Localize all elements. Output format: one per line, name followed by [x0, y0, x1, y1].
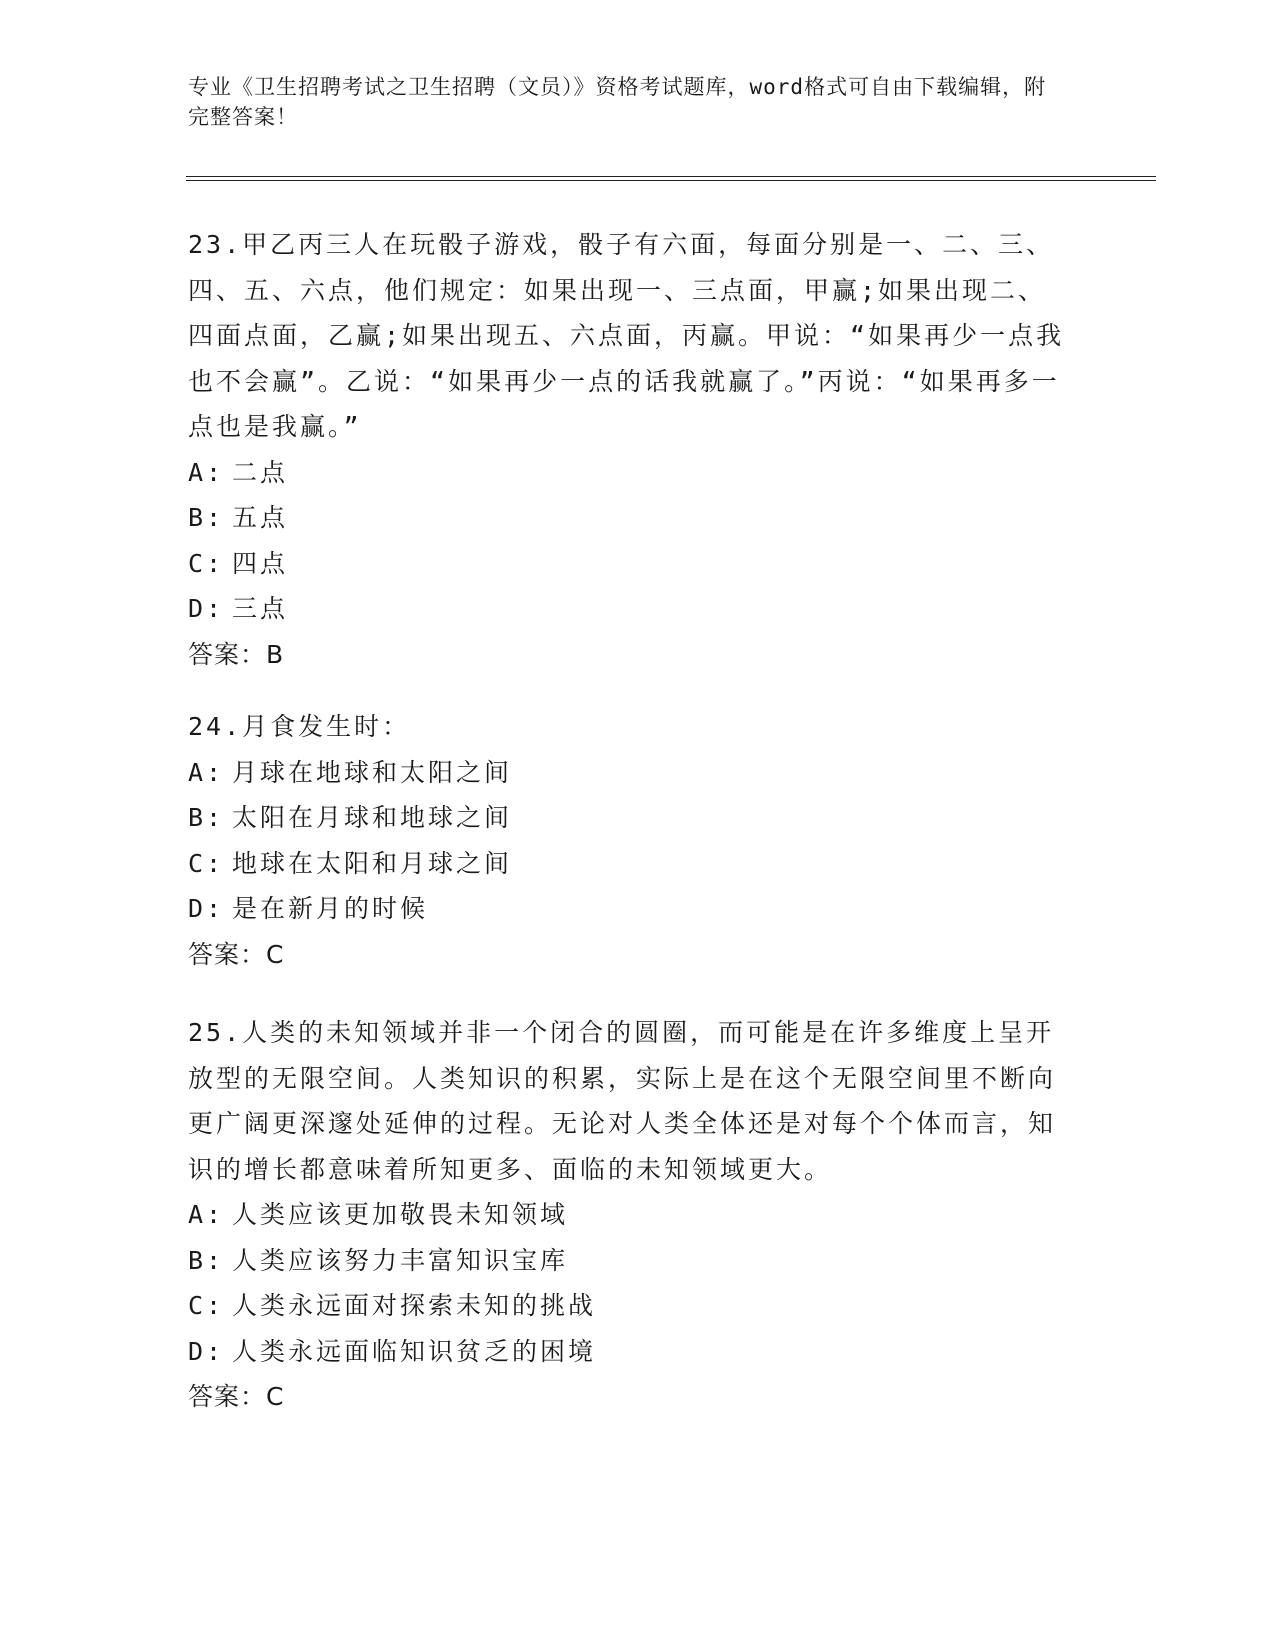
option-letter: B:	[188, 803, 225, 832]
option-b	[188, 495, 1068, 541]
option-letter: D:	[188, 594, 225, 623]
option-b	[188, 795, 1068, 841]
option-letter: A:	[188, 757, 225, 787]
option-a	[188, 750, 1068, 796]
question-24	[188, 704, 1068, 977]
option-text: 是在新月的时候	[232, 894, 429, 923]
option-a	[188, 450, 1068, 496]
option-letter: C:	[188, 1291, 225, 1320]
option-text: 地球在太阳和月球之间	[232, 848, 513, 878]
question-25	[188, 1010, 1068, 1420]
option-text: 人类永远面对探索未知的挑战	[232, 1291, 597, 1320]
option-text: 太阳在月球和地球之间	[232, 803, 513, 832]
question-stem: 24.月食发生时：	[188, 712, 411, 741]
option-letter: C:	[188, 848, 225, 878]
option-a	[188, 1192, 1068, 1238]
option-letter: C:	[188, 548, 225, 578]
option-letter: B:	[188, 1245, 225, 1275]
option-text: 月球在地球和太阳之间	[232, 757, 513, 787]
answer-label: 答案：B	[188, 639, 285, 669]
option-text: 人类应该努力丰富知识宝库	[232, 1245, 569, 1275]
option-text: 二点	[232, 457, 289, 487]
option-letter: D:	[188, 1336, 225, 1366]
option-letter: B:	[188, 503, 225, 532]
question-stem: 25.人类的未知领域并非一个闭合的圆圈，而可能是在许多维度上呈开放型的无限空间。人类知识的积累，实际上是在这个无限空间里不断向更广阔更深邃处延伸的过程。无论对人类全体还是对每个个体而言，知识的增长都意味着所知更多、面临的未知领域更大。	[188, 1018, 1057, 1184]
question-stem: 23.甲乙丙三人在玩骰子游戏，骰子有六面，每面分别是一、二、三、四、五、六点，他们规定：如果出现一、三点面，甲赢;如果出现二、四面点面，乙赢;如果出现五、六点面，丙赢。甲说：“如果再少一点我也不会赢”。乙说：“如果再少一点的话我就赢了。”丙说：“如果再多一点也是我赢。”	[188, 230, 1065, 441]
answer-label: 答案：C	[188, 939, 285, 969]
header-divider	[186, 176, 1156, 181]
question-23	[188, 222, 1068, 677]
answer-label: 答案：C	[188, 1382, 285, 1411]
option-b	[188, 1238, 1068, 1284]
option-letter: A:	[188, 1200, 225, 1229]
option-letter: A:	[188, 457, 225, 487]
option-text: 五点	[232, 503, 289, 532]
option-c	[188, 1283, 1068, 1329]
option-text: 四点	[232, 548, 289, 578]
option-c	[188, 841, 1068, 887]
option-text: 人类永远面临知识贫乏的困境	[232, 1336, 597, 1366]
option-d	[188, 586, 1068, 632]
option-text: 人类应该更加敬畏未知领域	[232, 1200, 569, 1229]
option-c	[188, 541, 1068, 587]
option-d	[188, 886, 1068, 932]
document-intro: 专业《卫生招聘考试之卫生招聘（文员）》资格考试题库，word格式可自由下载编辑，附完整答案！	[188, 75, 1047, 129]
option-text: 三点	[232, 594, 289, 623]
option-letter: D:	[188, 894, 225, 923]
option-d	[188, 1329, 1068, 1375]
